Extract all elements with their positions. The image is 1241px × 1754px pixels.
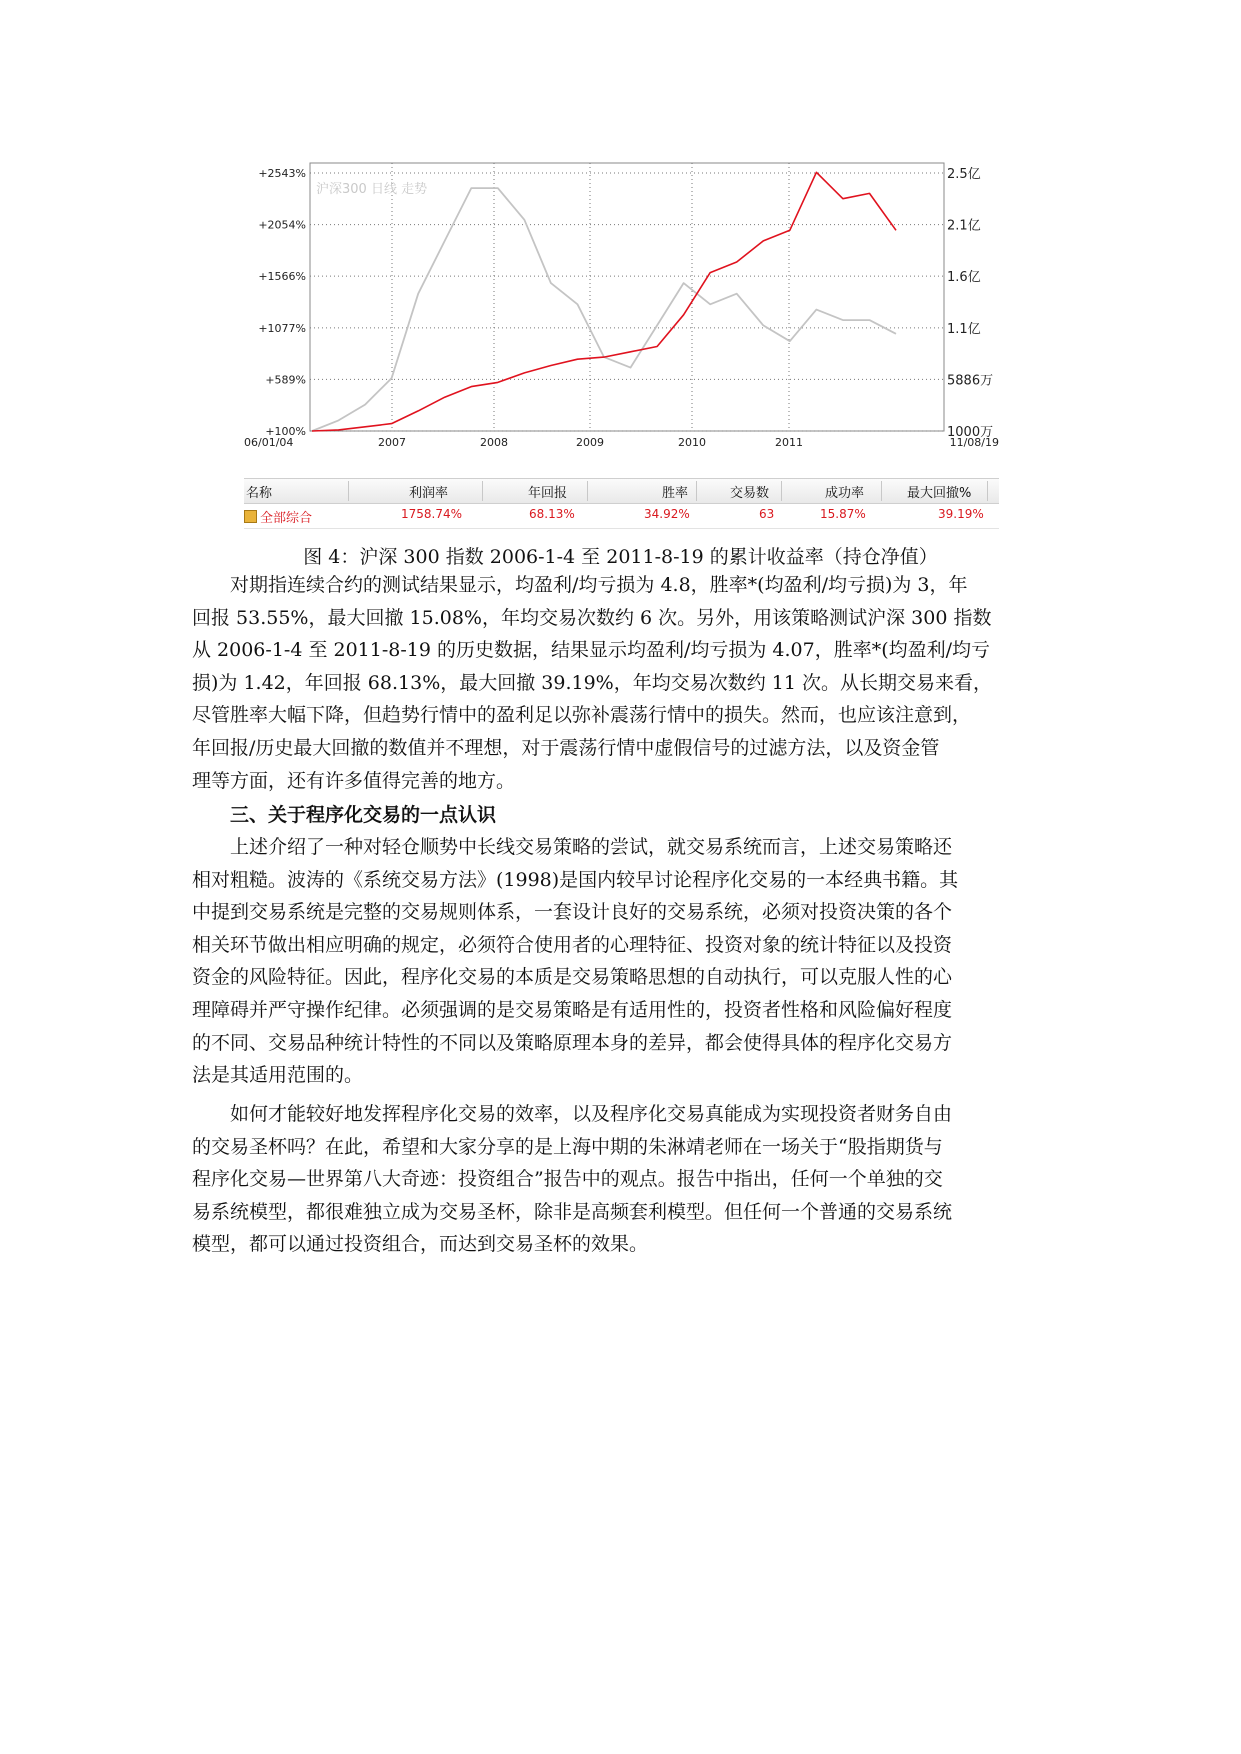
- text-line: 尽管胜率大幅下降，但趋势行情中的盈利足以弥补震荡行情中的损失。然而，也应该注意到，: [192, 704, 972, 727]
- paragraph-1: [192, 569, 1050, 797]
- right-tick-label: 2.1亿: [947, 218, 981, 234]
- row-profit-rate: 1758.74%: [401, 507, 463, 521]
- left-tick-label: +1077%: [258, 321, 306, 335]
- right-tick-label: 2.5亿: [947, 167, 981, 182]
- left-tick-label: +100%: [265, 425, 306, 438]
- x-tick-label: 06/01/04: [244, 436, 294, 449]
- x-tick-label: 2008: [480, 436, 508, 449]
- equity-chart: [244, 160, 999, 465]
- text-line: 损)为 1.42，年回报 68.13%，最大回撤 39.19%，年均交易次数约 11 次。从长期交易来看，: [192, 671, 992, 694]
- stats-data-row: [244, 504, 999, 529]
- left-tick-label: +2543%: [258, 167, 306, 180]
- text-line: 理障碍并严守操作纪律。必须强调的是交易策略是有适用性的，投资者性格和风险偏好程度: [192, 998, 953, 1021]
- right-tick-label: 1.6亿: [947, 270, 981, 286]
- x-tick-label: 11/08/19: [949, 436, 999, 449]
- x-tick-label: 2010: [678, 436, 706, 449]
- chart-svg: [244, 160, 999, 465]
- text-line: 中提到交易系统是完整的交易规则体系，一套设计良好的交易系统，必须对投资决策的各个: [192, 901, 953, 924]
- row-name: 全部综合: [260, 511, 313, 526]
- left-tick-label: +1566%: [258, 270, 306, 284]
- x-tick-label: 2009: [576, 436, 604, 449]
- text-line: 如何才能较好地发挥程序化交易的效率，以及程序化交易真能成为实现投资者财务自由: [230, 1103, 953, 1125]
- text-line: 年回报/历史最大回撤的数值并不理想，对于震荡行情中虚假信号的过滤方法，以及资金管: [192, 736, 940, 759]
- text-line: 模型，都可以通过投资组合，而达到交易圣杯的效果。: [192, 1233, 649, 1256]
- left-tick-label: +2054%: [258, 218, 306, 232]
- right-tick-label: 1000万: [947, 425, 994, 440]
- right-tick-label: 1.1亿: [947, 321, 981, 337]
- stats-header-row: [244, 478, 999, 504]
- text-line: 回报 53.55%，最大回撤 15.08%，年均交易次数约 6 次。另外，用该策略测试沪深 300 指数: [192, 606, 992, 629]
- row-success-rate: 15.87%: [820, 507, 866, 521]
- text-line: 的交易圣杯吗？在此，希望和大家分享的是上海中期的朱淋靖老师在一场关于“股指期货与: [192, 1135, 943, 1158]
- header-max-drawdown: 最大回撤%: [907, 486, 972, 501]
- stats-table: [244, 478, 999, 530]
- left-tick-label: +589%: [265, 373, 306, 387]
- chart-title: 沪深300 日线 走势: [316, 182, 428, 197]
- x-tick-label: 2007: [378, 436, 406, 449]
- text-line: 理等方面，还有许多值得完善的地方。: [192, 769, 516, 792]
- text-line: 相对粗糙。波涛的《系统交易方法》(1998)是国内较早讨论程序化交易的一本经典书籍。其: [192, 868, 959, 891]
- row-annual-return: 68.13%: [529, 507, 575, 521]
- header-success-rate: 成功率: [825, 486, 865, 501]
- row-win-rate: 34.92%: [644, 507, 690, 521]
- header-name: 名称: [246, 486, 273, 501]
- x-tick-label: 2011: [775, 436, 803, 449]
- text-line: 从 2006-1-4 至 2011-8-19 的历史数据，结果显示均盈利/均亏损为 4.07，胜率*(均盈利/均亏: [192, 639, 991, 662]
- row-trade-count: 63: [759, 507, 775, 521]
- text-line: 易系统模型，都很难独立成为交易圣杯，除非是高频套利模型。但任何一个普通的交易系统: [192, 1200, 953, 1223]
- header-profit-rate: 利润率: [409, 486, 449, 501]
- section-heading: 三、关于程序化交易的一点认识: [230, 804, 497, 826]
- row-max-drawdown: 39.19%: [938, 507, 984, 521]
- header-annual-return: 年回报: [528, 486, 568, 501]
- text-line: 上述介绍了一种对轻仓顺势中长线交易策略的尝试，就交易系统而言，上述交易策略还: [230, 836, 953, 858]
- plot-area: [310, 163, 944, 431]
- header-trade-count: 交易数: [730, 486, 770, 501]
- text-line: 相关环节做出相应明确的规定，必须符合使用者的心理特征、投资对象的统计特征以及投资: [192, 933, 953, 956]
- text-line: 程序化交易—世界第八大奇迹：投资组合”报告中的观点。报告中指出，任何一个单独的交: [192, 1168, 943, 1191]
- text-line: 法是其适用范围的。: [192, 1064, 364, 1087]
- text-line: 对期指连续合约的测试结果显示，均盈利/均亏损为 4.8，胜率*(均盈利/均亏损)为 3，年: [230, 574, 968, 596]
- paragraph-3: [192, 1098, 1050, 1261]
- text-line: 资金的风险特征。因此，程序化交易的本质是交易策略思想的自动执行，可以克服人性的心: [192, 966, 953, 989]
- figure: [244, 160, 999, 530]
- text-line: 的不同、交易品种统计特性的不同以及策略原理本身的差异，都会使得具体的程序化交易方: [192, 1031, 953, 1054]
- right-tick-label: 5886万: [947, 373, 994, 389]
- paragraph-2: [192, 831, 1050, 1092]
- figure-caption: 图 4：沪深 300 指数 2006-1-4 至 2011-8-19 的累计收益率（持仓净值）: [303, 546, 938, 568]
- header-win-rate: 胜率: [662, 486, 689, 501]
- folder-icon: [244, 510, 257, 523]
